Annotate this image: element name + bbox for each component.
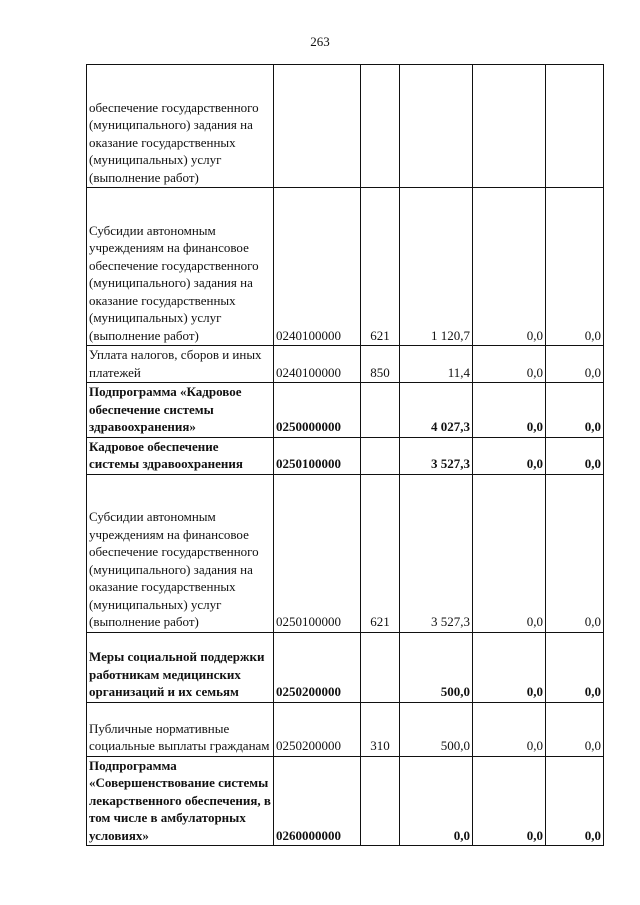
table-row (87, 474, 604, 632)
row-amount: 3 527,3 (400, 437, 473, 474)
row-amount: 1 120,7 (400, 188, 473, 346)
row-amount: 3 527,3 (400, 474, 473, 632)
row-vr (361, 383, 400, 438)
row-code: 0240100000 (274, 346, 361, 383)
row-code: 0260000000 (274, 756, 361, 846)
row-col3: 0,0 (546, 383, 604, 438)
row-code (274, 65, 361, 188)
row-col3: 0,0 (546, 702, 604, 756)
row-code: 0250200000 (274, 632, 361, 702)
row-name: Подпрограмма «Совершенствование системы лекарственного обеспечения, в том числе в амбулаторных условиях» (87, 756, 274, 846)
row-col2: 0,0 (473, 632, 546, 702)
row-name: обеспечение государственного (муниципального) задания на оказание государственных (муниципальных) услуг (выполнение работ) (87, 65, 274, 188)
row-vr: 310 (361, 702, 400, 756)
row-name: Публичные нормативные социальные выплаты гражданам (87, 702, 274, 756)
row-amount: 0,0 (400, 756, 473, 846)
row-col2 (473, 65, 546, 188)
row-col3: 0,0 (546, 188, 604, 346)
row-col3 (546, 65, 604, 188)
row-col2: 0,0 (473, 702, 546, 756)
budget-table (86, 64, 604, 846)
row-vr (361, 437, 400, 474)
row-code: 0250100000 (274, 437, 361, 474)
row-col2: 0,0 (473, 346, 546, 383)
row-amount: 500,0 (400, 702, 473, 756)
row-name: Меры социальной поддержки работникам медицинских организаций и их семьям (87, 632, 274, 702)
table-row (87, 383, 604, 438)
row-name: Субсидии автономным учреждениям на финансовое обеспечение государственного (муниципального) задания на оказание государственных (муниципальных) услуг (выполнение работ) (87, 474, 274, 632)
row-col2: 0,0 (473, 437, 546, 474)
row-col3: 0,0 (546, 632, 604, 702)
table-row (87, 756, 604, 846)
table-row (87, 346, 604, 383)
table-row (87, 188, 604, 346)
row-vr: 621 (361, 188, 400, 346)
row-col3: 0,0 (546, 474, 604, 632)
row-vr: 850 (361, 346, 400, 383)
row-amount: 11,4 (400, 346, 473, 383)
row-col2: 0,0 (473, 474, 546, 632)
row-col2: 0,0 (473, 756, 546, 846)
table-row (87, 437, 604, 474)
row-vr (361, 65, 400, 188)
row-code: 0240100000 (274, 188, 361, 346)
row-name: Уплата налогов, сборов и иных платежей (87, 346, 274, 383)
row-name: Субсидии автономным учреждениям на финансовое обеспечение государственного (муниципального) задания на оказание государственных (муниципальных) услуг (выполнение работ) (87, 188, 274, 346)
row-col3: 0,0 (546, 346, 604, 383)
table-row (87, 65, 604, 188)
row-code: 0250100000 (274, 474, 361, 632)
row-amount: 4 027,3 (400, 383, 473, 438)
page-number: 263 (310, 34, 330, 49)
row-col2: 0,0 (473, 383, 546, 438)
row-name: Подпрограмма «Кадровое обеспечение системы здравоохранения» (87, 383, 274, 438)
row-name: Кадровое обеспечение системы здравоохранения (87, 437, 274, 474)
row-vr (361, 756, 400, 846)
row-code: 0250000000 (274, 383, 361, 438)
row-col3: 0,0 (546, 437, 604, 474)
table-row (87, 702, 604, 756)
row-vr: 621 (361, 474, 400, 632)
row-vr (361, 632, 400, 702)
row-col3: 0,0 (546, 756, 604, 846)
table-row (87, 632, 604, 702)
row-amount (400, 65, 473, 188)
row-code: 0250200000 (274, 702, 361, 756)
row-col2: 0,0 (473, 188, 546, 346)
row-amount: 500,0 (400, 632, 473, 702)
